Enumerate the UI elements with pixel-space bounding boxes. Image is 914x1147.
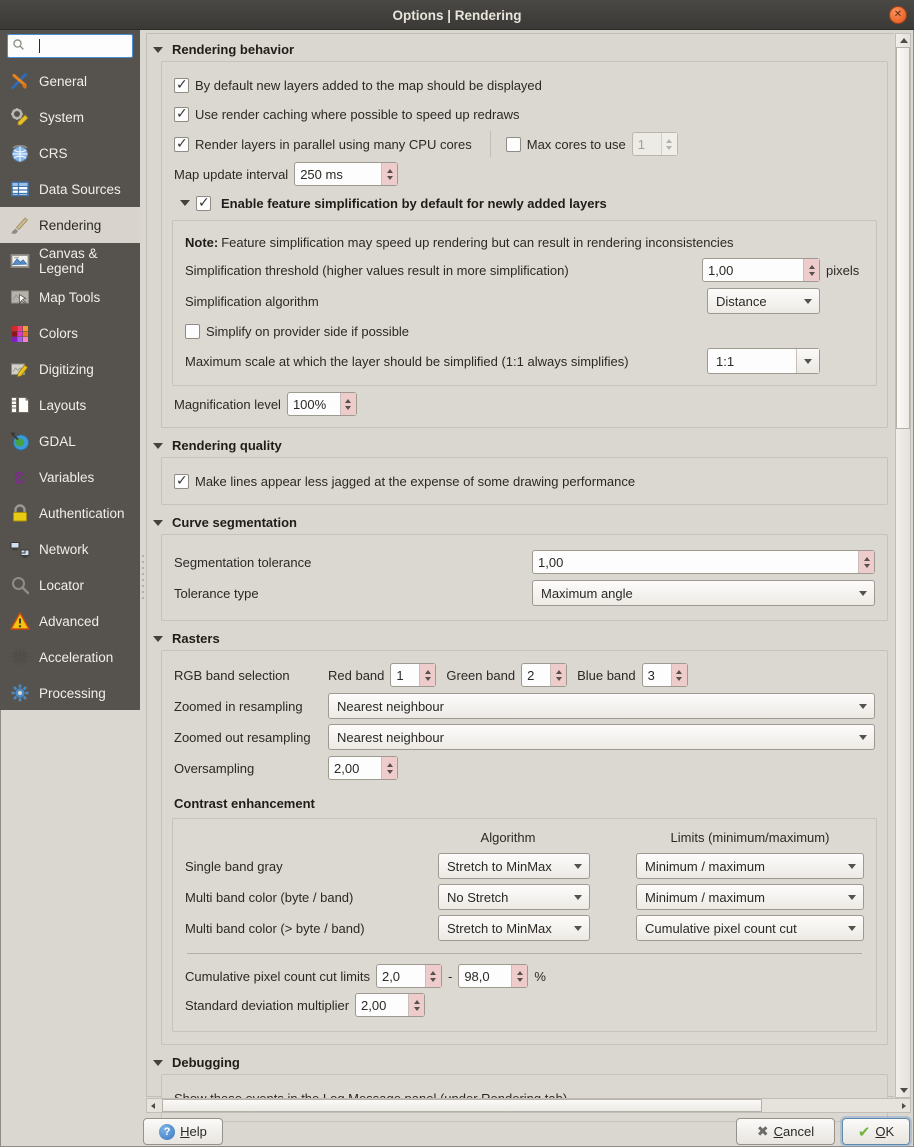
chevron-down-icon — [848, 926, 856, 931]
vertical-scrollbar-thumb[interactable] — [896, 47, 910, 429]
zoomed-out-resampling-dropdown[interactable] — [328, 724, 875, 750]
ok-button[interactable] — [842, 1118, 910, 1145]
spinner-buttons[interactable] — [381, 163, 397, 185]
note-text: Feature simplification may speed up rendering but can result in rendering inconsistencies — [221, 234, 734, 250]
rasters-frame — [161, 650, 888, 1045]
page-layout-icon — [9, 395, 30, 416]
spinner-buttons[interactable] — [550, 664, 566, 686]
simplification-algorithm-dropdown[interactable] — [707, 288, 820, 314]
spinner-up-icon[interactable] — [430, 971, 436, 975]
horizontal-scrollbar[interactable] — [146, 1098, 911, 1113]
dropdown-value: No Stretch — [447, 889, 509, 905]
sidebar-item-locator[interactable] — [0, 567, 140, 603]
blue-gear-icon — [9, 683, 30, 704]
search-box[interactable] — [7, 34, 133, 58]
feature-simplification-checkbox[interactable] — [196, 196, 211, 211]
contrast-row-label: Multi band color (> byte / band) — [185, 920, 365, 936]
checkbox-label: Simplify on provider side if possible — [206, 323, 410, 339]
globe-hammer-icon — [9, 431, 30, 452]
spinner-buttons[interactable] — [340, 393, 356, 415]
contrast-enhancement-frame — [172, 818, 877, 1032]
stddev-multiplier-label: Standard deviation multiplier — [185, 997, 350, 1013]
contrast-row-label: Multi band color (byte / band) — [185, 889, 354, 905]
title-bar — [0, 0, 914, 30]
spinner-buttons[interactable] — [671, 664, 687, 686]
sidebar-item-label: Variables — [39, 469, 95, 485]
parallel-rendering-checkbox[interactable] — [174, 137, 189, 152]
spinner-buttons[interactable] — [803, 259, 819, 281]
help-button-label: Help — [180, 1124, 207, 1139]
sidebar-item-gdal[interactable] — [0, 423, 140, 459]
ok-button-label: OK — [875, 1124, 895, 1139]
pixels-unit-label: pixels — [826, 262, 860, 278]
sidebar-item-label: GDAL — [39, 433, 76, 449]
svg-text:Ɛ: Ɛ — [13, 468, 25, 488]
map-update-interval-spinner[interactable] — [294, 162, 398, 186]
zoomed-out-resampling-label: Zoomed out resampling — [174, 729, 311, 745]
gear-wrench-icon — [9, 107, 30, 128]
sidebar-item-label: Acceleration — [39, 649, 114, 665]
spinner-value: 250 ms — [300, 166, 343, 182]
collapse-triangle-icon[interactable] — [180, 200, 190, 206]
sidebar-item-processing[interactable] — [0, 675, 140, 711]
dropdown-value: Nearest neighbour — [337, 729, 444, 745]
sidebar-item-colors[interactable] — [0, 315, 140, 351]
sidebar-item-label: Data Sources — [39, 181, 121, 197]
sidebar-item-authentication[interactable] — [0, 495, 140, 531]
sidebar-list — [0, 63, 140, 711]
cancel-x-icon: ✖ — [756, 1123, 769, 1139]
rgb-band-selection-label: RGB band selection — [174, 667, 290, 683]
spinner-up-icon[interactable] — [864, 557, 870, 561]
stddev-multiplier-spinner[interactable] — [355, 993, 425, 1017]
dropdown-value: Maximum angle — [541, 585, 633, 601]
spinner-buttons[interactable] — [419, 664, 435, 686]
spinner-down-icon[interactable] — [387, 176, 393, 180]
oversampling-label: Oversampling — [174, 760, 255, 776]
multi-band-gt-byte-limits-dropdown[interactable] — [636, 915, 864, 941]
spinner-value: 100% — [292, 396, 327, 412]
contrast-row-label: Single band gray — [185, 858, 283, 874]
spinner-down-icon[interactable] — [809, 272, 815, 276]
chip-icon — [9, 647, 30, 668]
sidebar-item-map-tools[interactable] — [0, 279, 140, 315]
network-icon — [9, 539, 30, 560]
spinner-value: 2 — [527, 667, 535, 683]
dropdown-value: Stretch to MinMax — [447, 920, 552, 936]
spinner-value: 1 — [396, 667, 404, 683]
spinner-down-icon[interactable] — [430, 978, 436, 982]
green-band-label: Green band — [446, 667, 516, 683]
section-title: Rasters — [172, 631, 220, 646]
spinner-buttons[interactable] — [511, 965, 527, 987]
sidebar-item-label: Network — [39, 541, 89, 557]
map-pencil-icon — [9, 359, 30, 380]
spinner-up-icon[interactable] — [387, 169, 393, 173]
table-icon — [9, 179, 30, 200]
section-title: Curve segmentation — [172, 515, 297, 530]
spinner-down-icon[interactable] — [556, 677, 562, 681]
sidebar-item-label: Locator — [39, 577, 85, 593]
tolerance-type-label: Tolerance type — [174, 585, 259, 601]
combobox-button[interactable] — [796, 349, 819, 373]
sidebar-item-rendering[interactable] — [0, 207, 140, 243]
checkbox-label: Make lines appear less jagged at the expense of some drawing performance — [195, 473, 636, 489]
cancel-button-label: Cancel — [773, 1124, 815, 1139]
spinner-down-icon[interactable] — [414, 1007, 420, 1011]
sidebar-item-system[interactable] — [0, 99, 140, 135]
spinner-down-icon[interactable] — [387, 770, 393, 774]
horizontal-scrollbar-thumb[interactable] — [162, 1099, 762, 1112]
section-curve-segmentation[interactable] — [153, 515, 892, 530]
spinner-down-icon[interactable] — [676, 677, 682, 681]
dropdown-value: Minimum / maximum — [645, 889, 765, 905]
search-icon — [12, 38, 25, 54]
panel-splitter-handle[interactable] — [140, 555, 145, 601]
settings-scroll-area — [146, 33, 894, 1097]
spinner-up-icon[interactable] — [809, 265, 815, 269]
map-update-interval-label: Map update interval — [174, 166, 289, 182]
dropdown-value: Minimum / maximum — [645, 858, 765, 874]
vertical-scrollbar[interactable] — [895, 33, 911, 1098]
spinner-buttons[interactable] — [408, 994, 424, 1016]
text-caret — [39, 39, 40, 53]
zoomed-in-resampling-dropdown[interactable] — [328, 693, 875, 719]
sidebar-item-label: Digitizing — [39, 361, 94, 377]
spinner-up-icon[interactable] — [345, 399, 351, 403]
segmentation-tolerance-spinner[interactable] — [532, 550, 875, 574]
sidebar-item-label: Map Tools — [39, 289, 101, 305]
limits-column-header: Limits (minimum/maximum) — [670, 829, 830, 845]
spinner-up-icon[interactable] — [676, 670, 682, 674]
help-button[interactable] — [143, 1118, 223, 1145]
checkbox-label: By default new layers added to the map should be displayed — [195, 77, 542, 93]
spinner-value: 1,00 — [708, 262, 734, 278]
scroll-up-icon[interactable] — [900, 38, 908, 43]
sidebar-item-label: Advanced — [39, 613, 100, 629]
cumulative-cut-limits-label: Cumulative pixel count cut limits — [185, 968, 370, 984]
scroll-down-icon[interactable] — [900, 1088, 908, 1093]
search-input[interactable] — [29, 38, 113, 55]
cut-limits-min-spinner[interactable] — [376, 964, 442, 988]
sidebar-item-label: Processing — [39, 685, 106, 701]
chevron-down-icon — [859, 591, 867, 596]
spinner-up-icon[interactable] — [517, 971, 523, 975]
spinner-down-icon[interactable] — [864, 564, 870, 568]
sidebar-item-general[interactable] — [0, 63, 140, 99]
green-band-spinner[interactable] — [521, 663, 567, 687]
sidebar-item-network[interactable] — [0, 531, 140, 567]
tolerance-type-dropdown[interactable] — [532, 580, 875, 606]
chevron-down-icon — [574, 895, 582, 900]
spinner-down-icon[interactable] — [517, 978, 523, 982]
spinner-buttons[interactable] — [661, 133, 677, 155]
simplification-algorithm-label: Simplification algorithm — [185, 293, 319, 309]
sidebar-item-crs[interactable] — [0, 135, 140, 171]
segmentation-tolerance-label: Segmentation tolerance — [174, 554, 312, 570]
max-scale-label: Maximum scale at which the layer should be simplified (1:1 always simplifies) — [185, 353, 629, 369]
feature-simplification-frame — [172, 220, 877, 386]
help-icon: ? — [159, 1124, 175, 1140]
spinner-buttons[interactable] — [425, 965, 441, 987]
sidebar-item-label: General — [39, 73, 88, 89]
sidebar-item-canvas-legend[interactable] — [0, 243, 140, 279]
sidebar-item-label: Rendering — [39, 217, 102, 233]
tools-icon — [9, 71, 30, 92]
spinner-value: 2,00 — [361, 997, 387, 1013]
dropdown-value: Distance — [716, 293, 767, 309]
magnifier-icon — [9, 575, 30, 596]
spinner-buttons[interactable] — [381, 757, 397, 779]
section-title: Debugging — [172, 1055, 240, 1070]
section-rendering-behavior[interactable] — [153, 42, 892, 57]
sidebar-item-layouts[interactable] — [0, 387, 140, 423]
separator-line — [187, 953, 862, 954]
spinner-up-icon[interactable] — [425, 670, 431, 674]
map-canvas-icon — [9, 251, 30, 272]
max-cores-checkbox[interactable] — [506, 137, 521, 152]
sidebar-item-acceleration[interactable] — [0, 639, 140, 675]
sidebar-item-label: Authentication — [39, 505, 125, 521]
scroll-right-icon[interactable] — [902, 1103, 906, 1109]
spinner-value: 1,00 — [538, 554, 564, 570]
chevron-down-icon — [804, 359, 812, 364]
section-debugging[interactable] — [153, 1055, 892, 1070]
sidebar-item-label: CRS — [39, 145, 68, 161]
spinner-value: 2,00 — [334, 760, 360, 776]
max-scale-combobox[interactable] — [707, 348, 820, 374]
simplify-provider-checkbox[interactable] — [185, 324, 200, 339]
antialiasing-checkbox[interactable] — [174, 474, 189, 489]
cancel-button[interactable] — [736, 1118, 835, 1145]
spinner-up-icon[interactable] — [387, 763, 393, 767]
checkbox-label: Max cores to use — [526, 136, 626, 152]
oversampling-spinner[interactable] — [328, 756, 398, 780]
collapse-triangle-icon[interactable] — [153, 1060, 163, 1066]
spinner-down-icon[interactable] — [345, 406, 351, 410]
single-band-gray-algorithm-dropdown[interactable] — [438, 853, 590, 879]
collapse-triangle-icon[interactable] — [153, 47, 163, 53]
collapse-triangle-icon[interactable] — [153, 443, 163, 449]
close-icon[interactable]: ✕ — [889, 6, 907, 24]
feature-simplification-title: Enable feature simplification by default for newly added layers — [221, 195, 607, 211]
spinner-value: 1 — [637, 136, 645, 152]
chevron-down-icon — [574, 926, 582, 931]
red-band-label: Red band — [328, 667, 385, 683]
chevron-down-icon — [804, 299, 812, 304]
ok-check-icon: ✔ — [857, 1123, 871, 1141]
red-band-spinner[interactable] — [390, 663, 436, 687]
contrast-enhancement-title: Contrast enhancement — [174, 795, 315, 811]
map-cursor-icon — [9, 287, 30, 308]
combobox-value: 1:1 — [716, 353, 735, 369]
section-rasters[interactable] — [153, 631, 892, 646]
scroll-left-icon[interactable] — [151, 1103, 155, 1109]
note-label: Note: — [185, 234, 219, 250]
dropdown-value: Stretch to MinMax — [447, 858, 552, 874]
window-title: Options | Rendering — [392, 7, 522, 23]
chevron-down-icon — [848, 864, 856, 869]
render-caching-checkbox[interactable] — [174, 107, 189, 122]
spinner-up-icon[interactable] — [666, 139, 672, 143]
section-title: Rendering behavior — [172, 42, 295, 57]
algorithm-column-header: Algorithm — [480, 829, 536, 845]
dropdown-value: Cumulative pixel count cut — [645, 920, 797, 936]
collapse-triangle-icon[interactable] — [153, 520, 163, 526]
max-cores-spinner[interactable] — [632, 132, 678, 156]
blue-band-label: Blue band — [577, 667, 636, 683]
warning-icon — [9, 611, 30, 632]
display-new-layers-checkbox[interactable] — [174, 78, 189, 93]
globe-icon — [9, 143, 30, 164]
sidebar-item-label: Canvas & Legend — [39, 246, 98, 276]
lock-icon — [9, 503, 30, 524]
epsilon-icon — [9, 467, 30, 488]
range-dash-label: - — [447, 968, 453, 984]
spinner-down-icon[interactable] — [425, 677, 431, 681]
section-rendering-quality[interactable] — [153, 438, 892, 453]
sidebar-item-advanced[interactable] — [0, 603, 140, 639]
simplification-threshold-label: Simplification threshold (higher values result in more simplification) — [185, 262, 569, 278]
spinner-down-icon[interactable] — [666, 146, 672, 150]
zoomed-in-resampling-label: Zoomed in resampling — [174, 698, 303, 714]
sidebar-item-label: System — [39, 109, 85, 125]
sidebar — [0, 30, 140, 710]
chevron-down-icon — [574, 864, 582, 869]
simplification-threshold-spinner[interactable] — [702, 258, 820, 282]
chevron-down-icon — [859, 735, 867, 740]
percent-unit-label: % — [534, 968, 546, 984]
sidebar-item-label: Layouts — [39, 397, 87, 413]
sidebar-item-variables[interactable] — [0, 459, 140, 495]
single-band-gray-limits-dropdown[interactable] — [636, 853, 864, 879]
checkbox-label: Render layers in parallel using many CPU cores — [195, 136, 472, 152]
sidebar-item-data-sources[interactable] — [0, 171, 140, 207]
collapse-triangle-icon[interactable] — [153, 636, 163, 642]
spinner-value: 98,0 — [464, 968, 490, 984]
sidebar-item-digitizing[interactable] — [0, 351, 140, 387]
section-title: Rendering quality — [172, 438, 282, 453]
chevron-down-icon — [859, 704, 867, 709]
magnification-level-label: Magnification level — [174, 396, 281, 412]
multi-band-byte-algorithm-dropdown[interactable] — [438, 884, 590, 910]
spinner-value: 2,0 — [381, 968, 401, 984]
spinner-buttons[interactable] — [858, 551, 874, 573]
magnification-level-spinner[interactable] — [287, 392, 357, 416]
color-grid-icon — [9, 323, 30, 344]
spinner-value: 3 — [647, 667, 655, 683]
rendering-behavior-frame — [161, 61, 888, 428]
checkbox-label: Use render caching where possible to speed up redraws — [195, 106, 520, 122]
vertical-separator — [490, 131, 491, 157]
cut-limits-max-spinner[interactable] — [458, 964, 528, 988]
chevron-down-icon — [848, 895, 856, 900]
dropdown-value: Nearest neighbour — [337, 698, 444, 714]
spinner-up-icon[interactable] — [556, 670, 562, 674]
curve-segmentation-frame — [161, 534, 888, 621]
multi-band-byte-limits-dropdown[interactable] — [636, 884, 864, 910]
spinner-up-icon[interactable] — [414, 1000, 420, 1004]
rendering-quality-frame — [161, 457, 888, 505]
multi-band-gt-byte-algorithm-dropdown[interactable] — [438, 915, 590, 941]
blue-band-spinner[interactable] — [642, 663, 688, 687]
paintbrush-icon — [9, 215, 30, 236]
sidebar-item-label: Colors — [39, 325, 79, 341]
